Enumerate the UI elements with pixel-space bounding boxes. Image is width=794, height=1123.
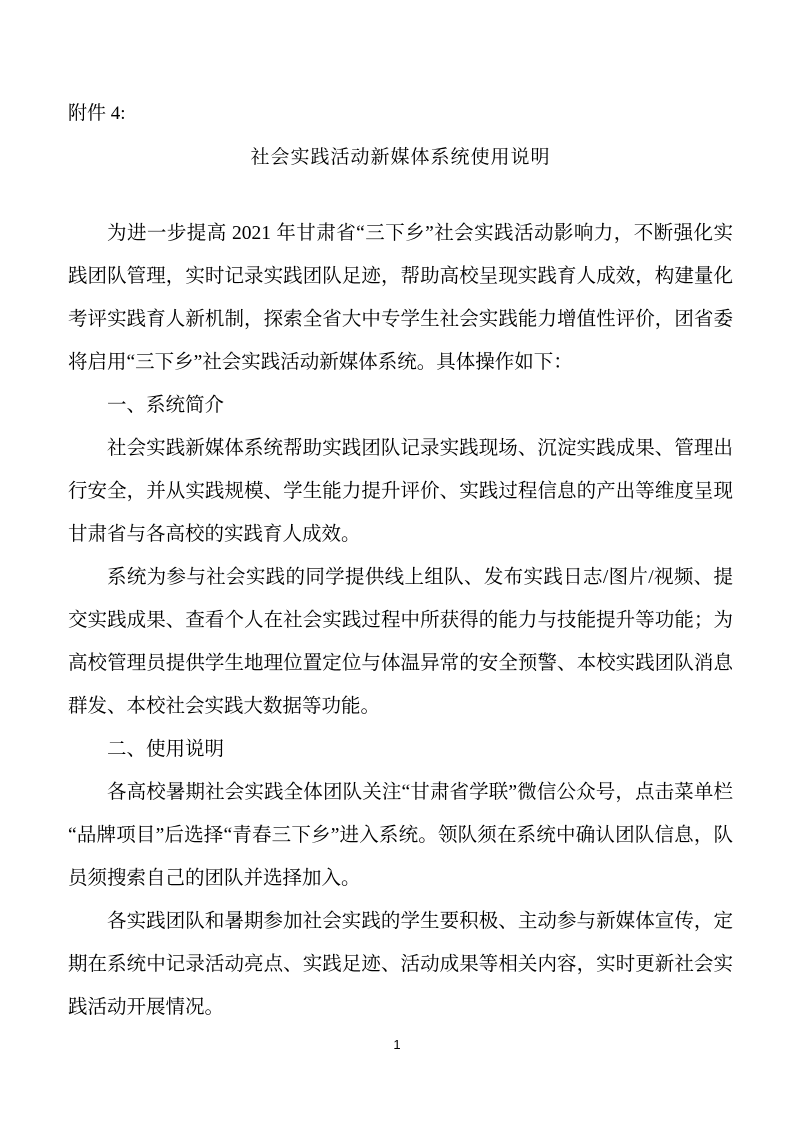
- body-paragraph: 各高校暑期社会实践全体团队关注“甘肃省学联”微信公众号，点击菜单栏“品牌项目”后选择“青春三下乡”进入系统。领队须在系统中确认团队信息，队员须搜索自己的团队并选择加入。: [68, 782, 733, 889]
- document-title: 社会实践活动新媒体系统使用说明: [250, 147, 551, 168]
- section-heading: 二、使用说明: [107, 739, 225, 760]
- section-heading: 一、系统简介: [107, 395, 225, 416]
- body-paragraph: 各实践团队和暑期参加社会实践的学生要积极、主动参与新媒体宣传，定期在系统中记录活动亮点、实践足迹、活动成果等相关内容，实时更新社会实践活动开展情况。: [68, 911, 733, 1018]
- document-body: [68, 212, 733, 1029]
- page-number: 1: [393, 1037, 401, 1052]
- body-paragraph: 系统为参与社会实践的同学提供线上组队、发布实践日志/图片/视频、提交实践成果、查看个人在社会实践过程中所获得的能力与技能提升等功能；为高校管理员提供学生地理位置定位与体温异常的安全预警、本校实践团队消息群发、本校社会实践大数据等功能。: [68, 567, 733, 717]
- body-paragraph: 为进一步提高 2021 年甘肃省“三下乡”社会实践活动影响力，不断强化实践团队管理，实时记录实践团队足迹，帮助高校呈现实践育人成效，构建量化考评实践育人新机制，探索全省大中专学生社会实践能力增值性评价，团省委将启用“三下乡”社会实践活动新媒体系统。具体操作如下：: [68, 223, 733, 373]
- attachment-label: 附件 4:: [68, 103, 126, 124]
- body-paragraph: 社会实践新媒体系统帮助实践团队记录实践现场、沉淀实践成果、管理出行安全，并从实践规模、学生能力提升评价、实践过程信息的产出等维度呈现甘肃省与各高校的实践育人成效。: [68, 438, 733, 545]
